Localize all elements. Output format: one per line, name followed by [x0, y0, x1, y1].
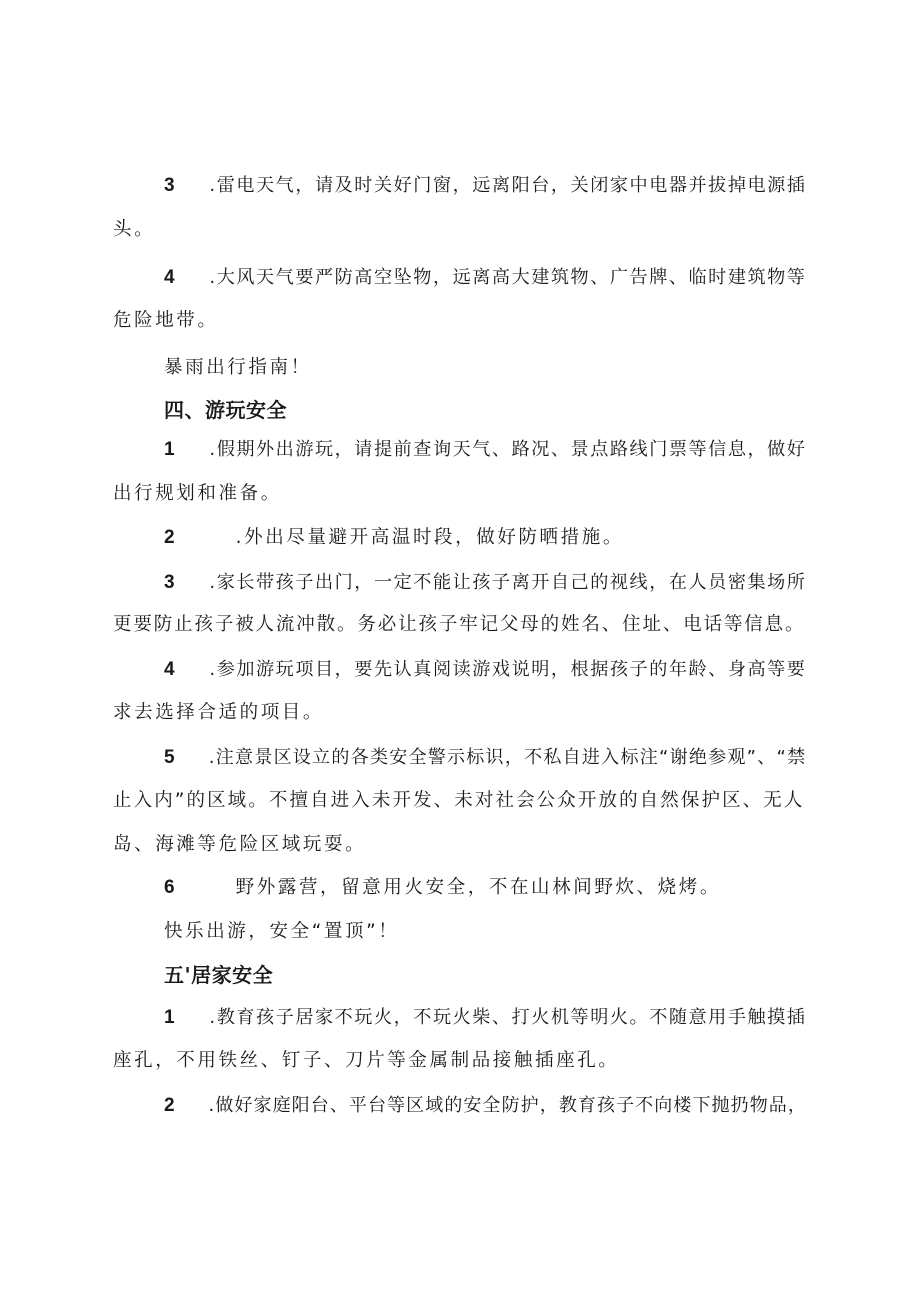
paragraph-item-6 — [164, 874, 721, 902]
item-number: 3 — [164, 572, 177, 593]
item-text: 参加游玩项目，要先认真阅读游戏说明，根据孩子的年龄、身高等要 — [216, 659, 807, 680]
section-heading-5: 五'居家安全 — [164, 963, 274, 987]
slogan-rain: 暴雨出行指南！ — [164, 357, 312, 378]
item-number: 5 — [164, 747, 176, 768]
paragraph-continuation: 座孔，不用铁丝、钉子、刀片等金属制品接触插座孔。 — [113, 1050, 620, 1071]
item-separator: . — [209, 267, 217, 288]
item-text: 家长带孩子出门，一定不能让孩子离开自己的视线，在人员密集场所 — [216, 572, 807, 593]
item-text: 注意景区设立的各类安全警示标识，不私自进入标注“谢绝参观”、“禁 — [215, 747, 807, 768]
paragraph-continuation: 危险地带。 — [113, 310, 219, 331]
paragraph-item-2 — [164, 1092, 807, 1120]
paragraph-continuation: 头。 — [113, 219, 156, 240]
paragraph-item-3 — [164, 172, 806, 200]
paragraph-continuation: 求去选择合适的项目。 — [113, 702, 325, 723]
item-separator: . — [209, 175, 217, 196]
item-number: 4 — [164, 659, 177, 680]
slogan-travel: 快乐出游，安全“置顶”！ — [164, 921, 400, 942]
paragraph-continuation: 止入内”的区域。不擅自进入未开发、未对社会公众开放的自然保护区、无人 — [113, 790, 805, 811]
paragraph-item-1 — [164, 1004, 806, 1032]
item-separator: . — [209, 1007, 217, 1028]
item-number: 1 — [164, 1007, 177, 1028]
item-text: 做好家庭阳台、平台等区域的安全防护，教育孩子不向楼下抛扔物品， — [215, 1095, 807, 1116]
paragraph-item-2 — [164, 524, 624, 552]
paragraph-item-5 — [164, 744, 806, 772]
item-text: 教育孩子居家不玩火，不玩火柴、打火机等明火。不随意用手触摸插 — [216, 1007, 807, 1028]
paragraph-continuation: 岛、海滩等危险区域玩耍。 — [113, 834, 367, 855]
item-number: 2 — [164, 1095, 176, 1116]
paragraph-item-4 — [164, 264, 806, 292]
paragraph-item-4 — [164, 656, 806, 684]
item-text: 雷电天气，请及时关好门窗，远离阳台，关闭家中电器并拔掉电源插 — [216, 175, 807, 196]
item-number: 6 — [164, 877, 178, 898]
item-text: 野外露营，留意用火安全，不在山林间野炊、烧烤。 — [235, 877, 721, 898]
item-text: 大风天气要严防高空坠物，远离高大建筑物、广告牌、临时建筑物等 — [216, 267, 807, 288]
item-separator: . — [209, 659, 217, 680]
item-number: 2 — [164, 527, 178, 548]
item-separator: . — [235, 527, 245, 548]
item-number: 3 — [164, 175, 177, 196]
paragraph-continuation: 出行规划和准备。 — [113, 483, 282, 504]
item-text: 外出尽量避开高温时段，做好防晒措施。 — [244, 527, 624, 548]
item-separator: . — [208, 1095, 216, 1116]
section-heading-4: 四、游玩安全 — [164, 398, 287, 422]
item-text: 假期外出游玩，请提前查询天气、路况、景点路线门票等信息，做好 — [216, 439, 807, 460]
item-number: 1 — [164, 439, 177, 460]
paragraph-item-1 — [164, 436, 806, 464]
paragraph-item-3 — [164, 569, 806, 597]
item-separator: . — [209, 439, 217, 460]
paragraph-continuation: 更要防止孩子被人流冲散。务必让孩子牢记父母的姓名、住址、电话等信息。 — [113, 614, 806, 635]
item-separator: . — [208, 747, 216, 768]
item-number: 4 — [164, 267, 177, 288]
item-separator: . — [209, 572, 217, 593]
